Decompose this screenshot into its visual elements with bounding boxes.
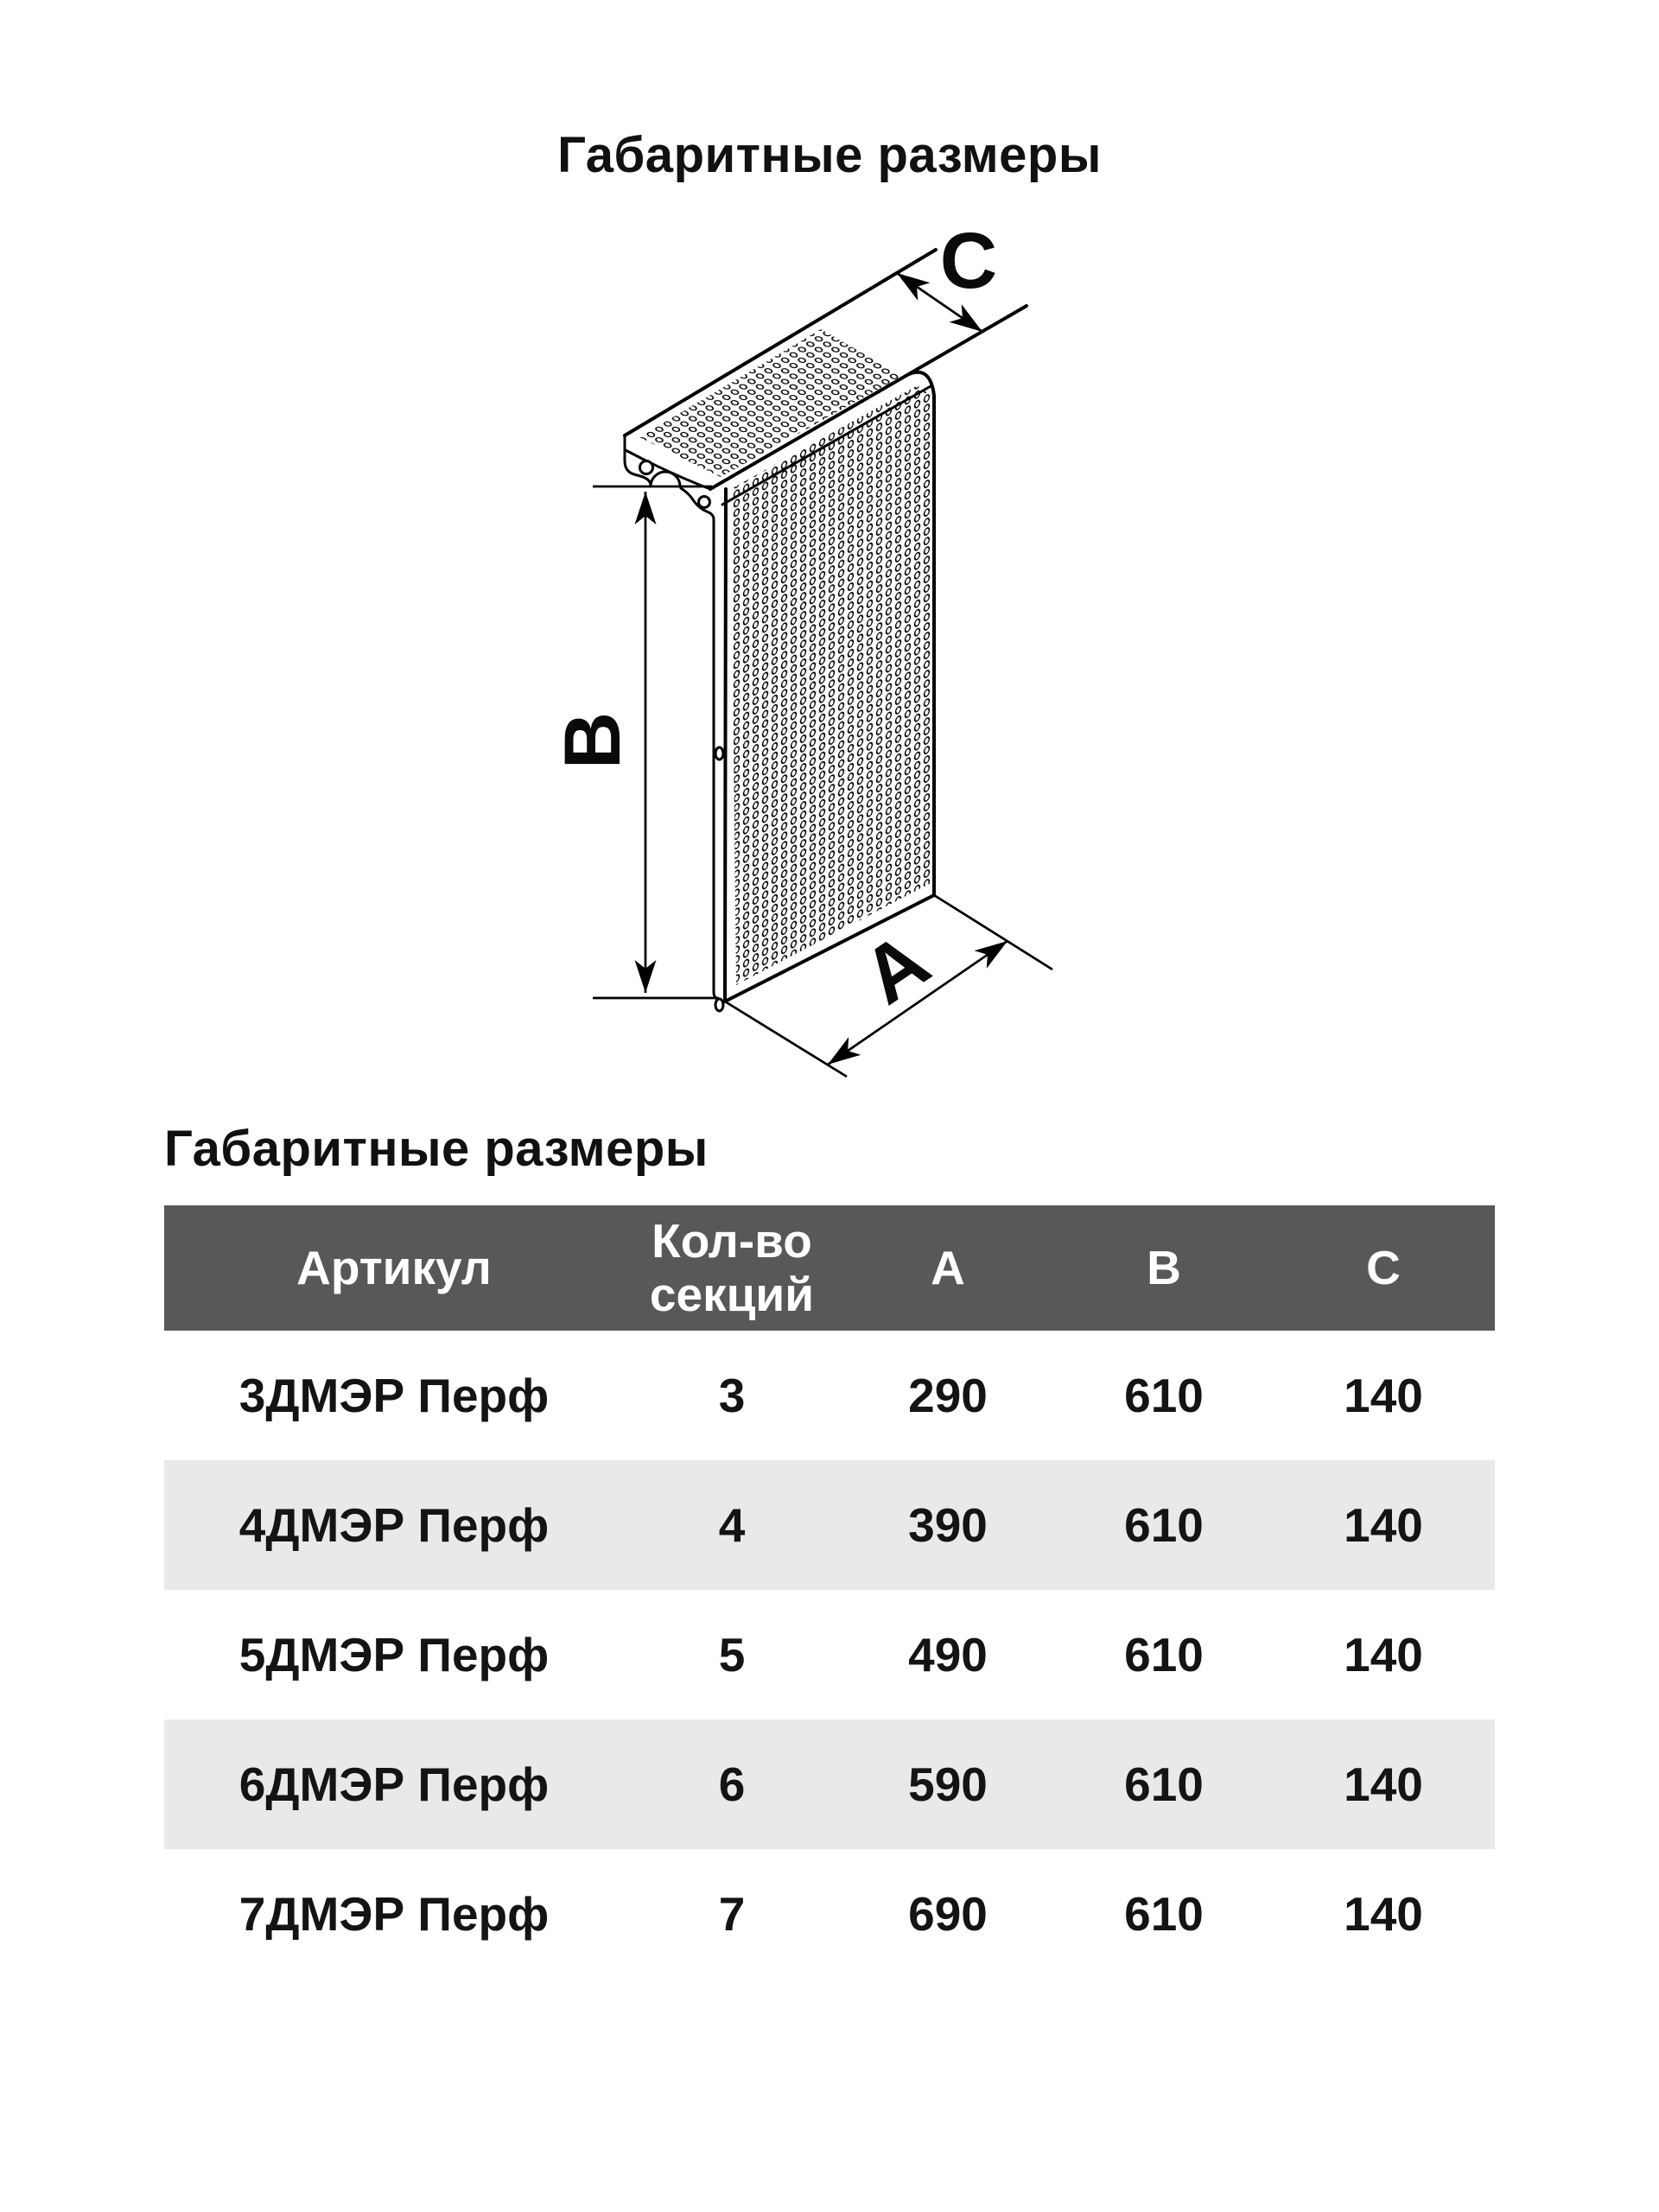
dimension-b-label: B	[549, 711, 637, 770]
dimension-diagram	[518, 199, 1123, 1158]
column-header-b: B	[1147, 1240, 1181, 1294]
mounting-holes	[640, 461, 724, 1012]
column-header-sections: Кол-во секций	[649, 1213, 815, 1321]
cell-a: 290	[908, 1369, 988, 1422]
cell-c: 140	[1344, 1628, 1423, 1681]
cell-b: 610	[1124, 1628, 1204, 1681]
front-face-perforation	[731, 385, 931, 985]
cell-a: 390	[908, 1498, 988, 1552]
dimensions-table	[164, 1205, 1495, 1979]
column-header-a: A	[931, 1240, 965, 1294]
cell-b: 610	[1124, 1498, 1204, 1552]
cell-sections: 6	[718, 1758, 746, 1811]
cell-c: 140	[1344, 1369, 1423, 1422]
cell-sections: 5	[718, 1628, 746, 1681]
cell-c: 140	[1344, 1758, 1423, 1811]
dimension-a-label: A	[847, 916, 945, 1021]
table-header-row	[164, 1205, 1495, 1331]
cell-article: 4ДМЭР Перф	[238, 1498, 550, 1552]
cell-sections: 7	[718, 1887, 746, 1941]
cell-b: 610	[1124, 1758, 1204, 1811]
cell-c: 140	[1344, 1887, 1423, 1941]
cell-a: 690	[908, 1887, 988, 1941]
table-row	[164, 1719, 1495, 1849]
column-header-c: C	[1366, 1240, 1401, 1294]
cell-b: 610	[1124, 1369, 1204, 1422]
table-row	[164, 1331, 1495, 1460]
page-title: Габаритные размеры	[557, 127, 1102, 183]
cell-sections: 3	[718, 1369, 746, 1422]
cell-sections: 4	[718, 1498, 746, 1552]
cell-article: 7ДМЭР Перф	[238, 1887, 550, 1941]
cell-article: 5ДМЭР Перф	[238, 1628, 550, 1681]
cell-a: 590	[908, 1758, 988, 1811]
cell-c: 140	[1344, 1498, 1423, 1552]
table-row	[164, 1460, 1495, 1590]
column-header-article: Артикул	[296, 1240, 492, 1294]
table-row	[164, 1590, 1495, 1719]
cell-a: 490	[908, 1628, 988, 1681]
cell-b: 610	[1124, 1887, 1204, 1941]
table-row	[164, 1849, 1495, 1979]
cell-article: 6ДМЭР Перф	[238, 1758, 550, 1811]
dimension-c-label: C	[939, 217, 998, 305]
section-heading: Габаритные размеры	[164, 1121, 709, 1177]
cell-article: 3ДМЭР Перф	[238, 1369, 550, 1422]
